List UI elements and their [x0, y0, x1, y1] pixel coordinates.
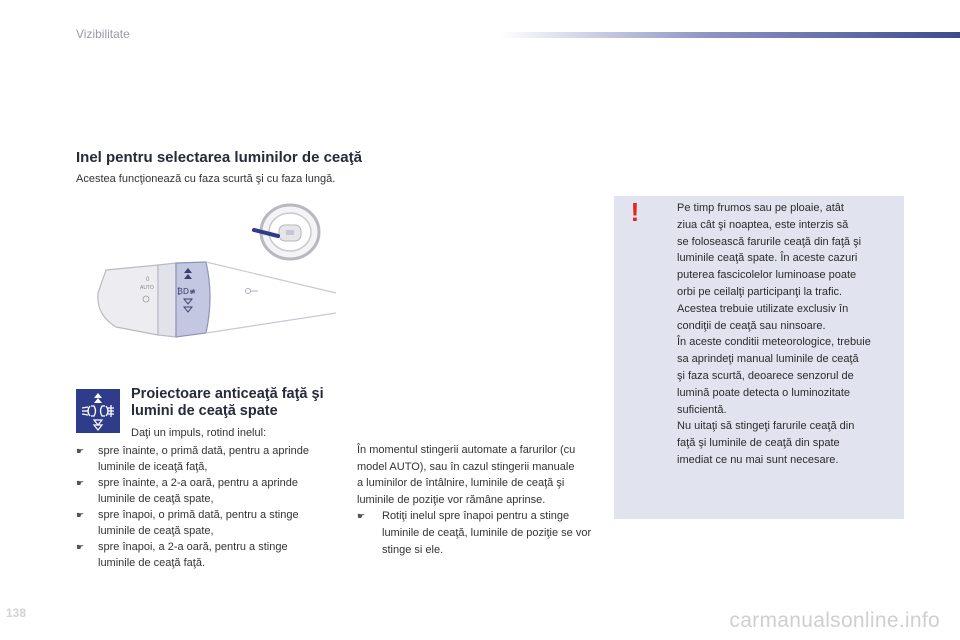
warning-line: sa aprindeţi manual luminile de ceaţă: [677, 353, 859, 366]
warning-line: condiţii de ceaţă sau ninsoare.: [677, 319, 826, 332]
stalk-auto-label: AUTO: [140, 285, 154, 291]
front-rear-list: [76, 443, 336, 571]
list-item: ☛ Rotiţi inelul spre înapoi pentru a stinge luminile de ceaţă, luminile de poziţie se vor stinge si ele.: [357, 510, 592, 556]
warning-icon: !: [630, 197, 640, 227]
warning-text: [677, 200, 905, 469]
pointing-hand-icon: ☛: [76, 542, 85, 552]
watermark: carmanualsonline.info: [729, 609, 940, 632]
list-item: ☛ spre înainte, a 2-a oară, pentru a aprinde luminile de ceaţă spate,: [76, 477, 298, 505]
auto-off-paragraph: În momentul stingerii automate a farurilor (cu model AUTO), sau în cazul stingerii manuale a luminilor de întâlnire, luminile de ceaţă şi luminile de poziţie vor rămâne aprinse.: [357, 444, 576, 506]
svg-text:₿D≢: ₿D≢: [177, 287, 196, 296]
warning-line: puterea fascicolelor luminoase poate: [677, 269, 857, 282]
auto-off-section: [357, 442, 619, 558]
pointing-hand-icon: ☛: [76, 478, 85, 488]
warning-line: Nu uitaţi să stingeţi farurile ceaţă din: [677, 420, 855, 433]
warning-line: faţă şi luminile de ceaţă din spate: [677, 437, 840, 450]
fog-ring-intro: Acestea funcţionează cu faza scurtă şi cu faza lungă.: [76, 173, 336, 185]
front-rear-lead: Daţi un impuls, rotind inelul:: [131, 427, 267, 439]
stalk-zero-label: 0: [146, 277, 150, 283]
warning-line: imediat ce nu mai sunt necesare.: [677, 453, 839, 466]
pointing-hand-icon: ☛: [76, 510, 85, 520]
warning-line: şi faza scurtă, deoarece senzorul de: [677, 369, 854, 382]
fog-ring-title: Inel pentru selectarea luminilor de ceaţă: [76, 149, 362, 166]
header-bar: [500, 32, 960, 38]
warning-line: lumină poate detecta o luminozitate: [677, 386, 851, 399]
warning-line: orbi pe ceilalţi participanţi la trafic.: [677, 285, 843, 298]
list-item: ☛ spre înapoi, o primă dată, pentru a stinge luminile de ceaţă spate,: [76, 509, 299, 537]
warning-line: Pe timp frumos sau pe ploaie, atât: [677, 202, 844, 214]
fog-light-icon: [76, 389, 120, 433]
warning-line: suficientă.: [677, 403, 727, 416]
list-item: ☛ spre înapoi, a 2-a oară, pentru a stinge luminile de ceaţă faţă.: [76, 541, 288, 569]
warning-line: luminile ceaţă spate. În aceste cazuri: [677, 252, 858, 265]
front-rear-fog-title: Proiectoare anticeaţă faţă şi lumini de ceaţă spate: [131, 386, 324, 419]
warning-line: se folosească farurile ceaţă din faţă şi: [677, 235, 862, 248]
section-header: Vizibilitate: [76, 27, 130, 41]
light-stalk-illustration: [88, 255, 338, 350]
list-item: ☛ spre înainte, o primă dată, pentru a aprinde luminile de iceaţă faţă,: [76, 445, 309, 473]
warning-line: În aceste conditii meteorologice, trebuie: [677, 336, 871, 349]
warning-line: ziua cât şi noaptea, este interzis să: [677, 218, 849, 231]
pointing-hand-icon: ☛: [76, 446, 85, 456]
pointing-hand-icon: ☛: [357, 511, 366, 522]
warning-line: Acestea trebuie utilizate exclusiv în: [677, 302, 849, 315]
page-number: 138: [6, 606, 27, 620]
